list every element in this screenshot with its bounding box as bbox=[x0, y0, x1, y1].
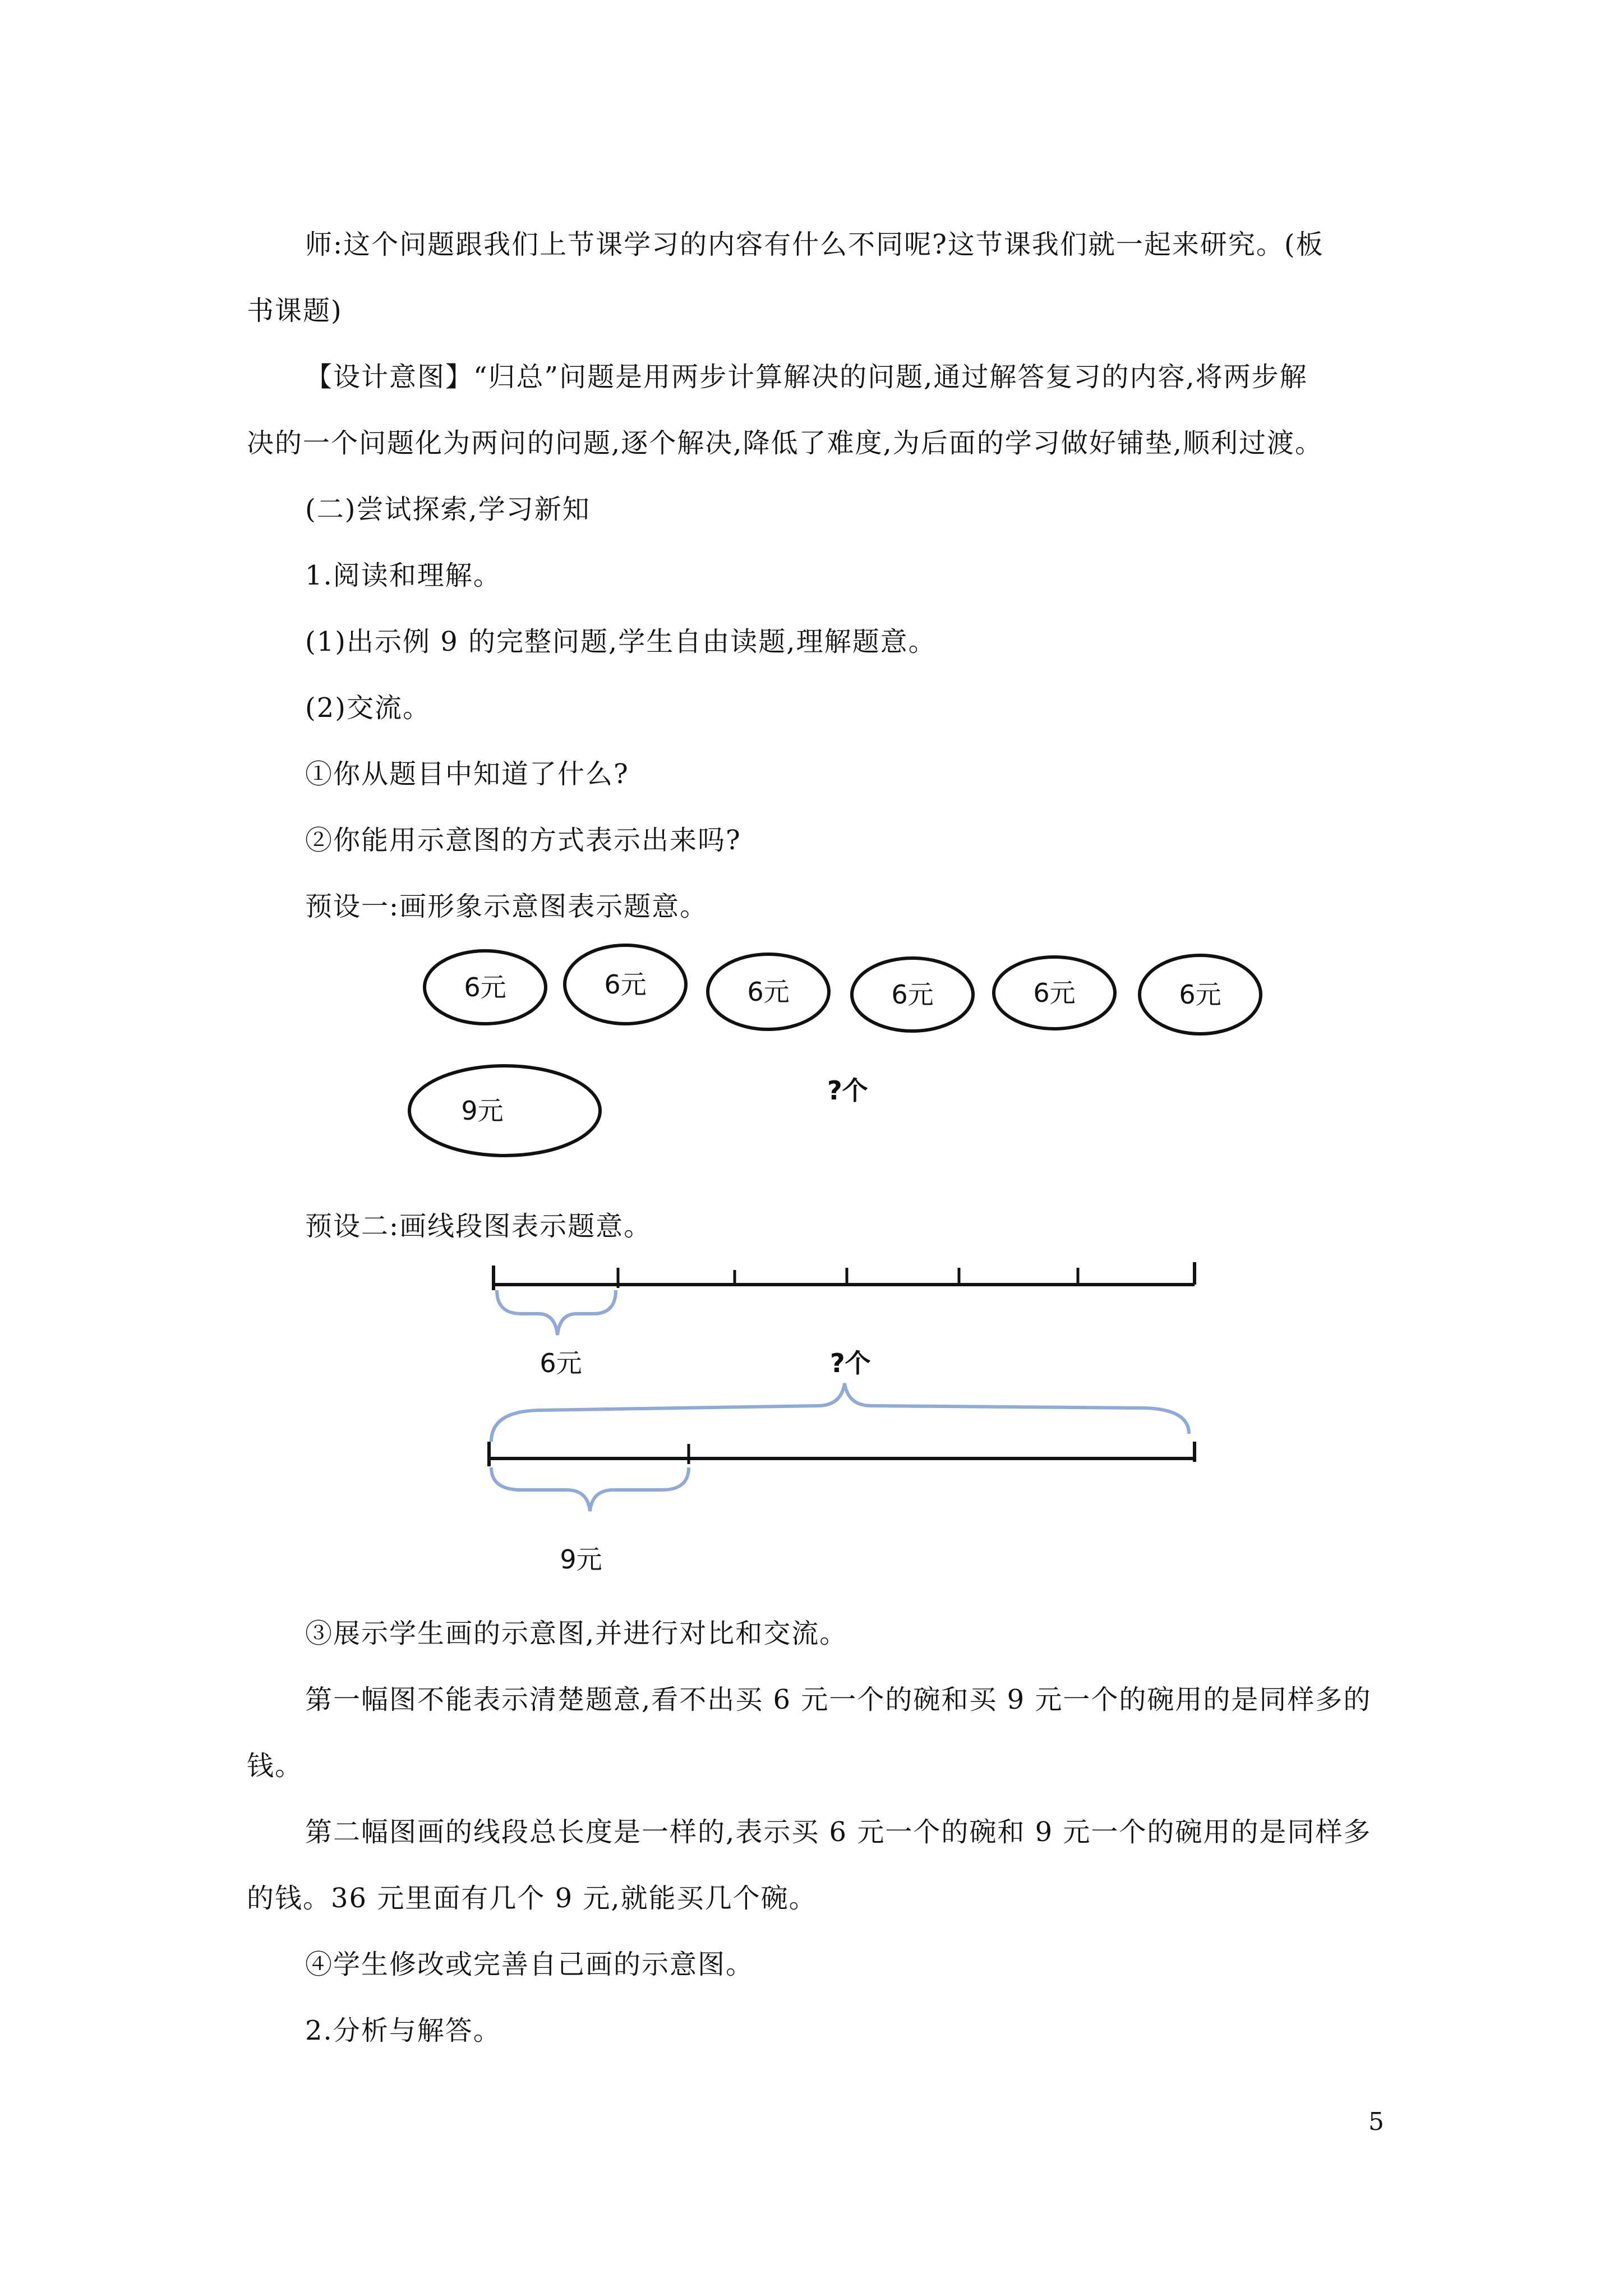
figure-oval-diagram bbox=[415, 942, 1290, 1167]
svg-text:6元: 6元 bbox=[464, 972, 506, 1002]
svg-text:6元: 6元 bbox=[747, 977, 790, 1007]
preset-2: 预设二:画线段图表示题意。 bbox=[305, 1211, 652, 1242]
svg-text:6元: 6元 bbox=[891, 979, 934, 1010]
oval-6-yuan-3 bbox=[708, 954, 829, 1029]
preset-1: 预设一:画形象示意图表示题意。 bbox=[305, 891, 708, 922]
paragraph-first-figure: 第一幅图不能表示清楚题意,看不出买 6 元一个的碗和买 9 元一个的碗用的是同样多的 bbox=[305, 1684, 1372, 1715]
oval-9-yuan bbox=[409, 1066, 600, 1156]
section-heading: (二)尝试探索,学习新知 bbox=[305, 494, 591, 525]
oval-6-yuan-2 bbox=[565, 945, 686, 1024]
item-communicate: (2)交流。 bbox=[305, 692, 431, 724]
paragraph-second-figure: 第二幅图画的线段总长度是一样的,表示买 6 元一个的碗和 9 元一个的碗用的是同样多 bbox=[305, 1816, 1372, 1848]
question-2: ②你能用示意图的方式表示出来吗? bbox=[305, 825, 741, 856]
svg-text:6元: 6元 bbox=[1033, 978, 1076, 1008]
item-read-understand: 1.阅读和理解。 bbox=[305, 560, 501, 591]
oval-6-yuan-5 bbox=[994, 957, 1115, 1029]
brace-total bbox=[491, 1383, 1189, 1442]
brace-6-yuan bbox=[497, 1290, 616, 1335]
paragraph-design-intent: 【设计意图】“归总”问题是用两步计算解决的问题,通过解答复习的内容,将两步解 bbox=[305, 361, 1308, 393]
question-4: ④学生修改或完善自己画的示意图。 bbox=[305, 1949, 754, 1980]
label-6-yuan: 6元 bbox=[540, 1348, 582, 1378]
brace-9-yuan bbox=[491, 1467, 689, 1511]
oval-6-yuan-1 bbox=[425, 951, 546, 1024]
paragraph-first-figure-cont: 钱。 bbox=[247, 1750, 303, 1782]
paragraph-teacher-question-cont: 书课题) bbox=[247, 295, 343, 326]
label-question-count: ?个 bbox=[830, 1348, 871, 1378]
label-9-yuan: 9元 bbox=[560, 1544, 602, 1575]
segment-6-yuan-line bbox=[494, 1262, 1195, 1290]
page-number: 5 bbox=[1368, 2108, 1384, 2136]
segment-9-yuan-line bbox=[489, 1442, 1195, 1466]
svg-text:6元: 6元 bbox=[1179, 979, 1221, 1010]
paragraph-design-intent-cont: 决的一个问题化为两问的问题,逐个解决,降低了难度,为后面的学习做好铺垫,顺利过渡。 bbox=[247, 427, 1324, 459]
figure-line-segment-diagram bbox=[471, 1251, 1211, 1599]
oval-6-yuan-4 bbox=[852, 958, 973, 1031]
question-1: ①你从题目中知道了什么? bbox=[305, 758, 629, 790]
svg-text:9元: 9元 bbox=[461, 1096, 504, 1126]
item-analysis-answer: 2.分析与解答。 bbox=[305, 2015, 501, 2046]
oval-6-yuan-6 bbox=[1140, 955, 1261, 1034]
item-show-example: (1)出示例 9 的完整问题,学生自由读题,理解题意。 bbox=[305, 626, 937, 657]
question-count-label: ?个 bbox=[827, 1075, 868, 1106]
svg-text:6元: 6元 bbox=[604, 969, 647, 1000]
paragraph-teacher-question: 师:这个问题跟我们上节课学习的内容有什么不同呢?这节课我们就一起来研究。(板 bbox=[305, 229, 1324, 260]
question-3: ③展示学生画的示意图,并进行对比和交流。 bbox=[305, 1618, 848, 1649]
paragraph-second-figure-cont: 的钱。36 元里面有几个 9 元,就能买几个碗。 bbox=[247, 1883, 817, 1914]
